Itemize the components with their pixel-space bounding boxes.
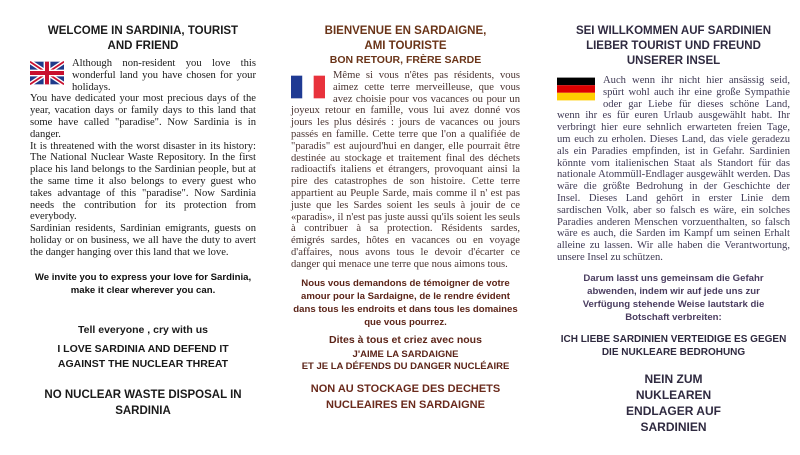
slogan-love: I LOVE SARDINIA AND DEFEND IT AGAINST THE NUCLEAR THREAT (57, 342, 229, 370)
french-column (291, 22, 520, 413)
paragraph: Although non-resident you love this wonderful land you have chosen for your holidays. (72, 58, 256, 93)
paragraph: Même si vous n'êtes pas résidents, vous aimez cette terre merveilleuse, que vous avez choisie pour vos vacances ou pour un joyeux retour en famille, vous lui avez donné vos jours les plus désirés : jours de vacances ou jours passés en famille. Cette terre que l'on a qualifiée de "paradis" est aujourd'hui en danger, elle pourrait être destinée au stockage et traitement final des déchets radioactifs italiens et étrangers, provoquant ainsi la pire des catastrophes de son histoire. Cette terre appartient au Peuple Sarde, mais comme il n' est pas juste que les Sardes soient les seuls à jouir de ce «paradis», il n'est pas juste aussi qu'ils soient les seuls à contribuer à sa protection. Résidents sardes, émigrés sardes, hôtes en vacances ou en voyage d'affaires, nous avons tous le devoir d'écarter ce danger qui menace une terre que nous aimons tous. (291, 70, 520, 270)
english-column (30, 22, 256, 419)
germany-flag-icon (557, 77, 595, 101)
french-title: BIENVENUE EN SARDAIGNE, AMI TOURISTE (324, 25, 487, 52)
france-flag-icon (291, 75, 325, 99)
slogan-defend: ET JE LA DÉFENDS DU DANGER NUCLÉAIRE (301, 360, 510, 372)
paragraph: Sardinian residents, Sardinian emigrants, guests on holiday or on business, we all have the duty to avert the danger hanging over this land that we love. (30, 223, 256, 258)
invite-text: Darum lasst uns gemeinsam die Gefahr abwenden, indem wir auf jede uns zur Verfügung stehende Weise lautstark die Botschaft verbreiten: (582, 272, 765, 323)
paragraph: You have dedicated your most precious days of the year, vacation days or family days to this land that some have called "paradise". Now Sardinia is in danger. (30, 93, 256, 140)
english-title: WELCOME IN SARDINIA, TOURIST AND FRIEND (47, 25, 239, 52)
slogan-no-waste: NON AU STOCKAGE DES DECHETS NUCLEAIRES EN SARDAIGNE (310, 382, 501, 411)
uk-flag-icon (30, 61, 64, 85)
french-subtitle: BON RETOUR, FRÈRE SARDE (329, 54, 482, 66)
paragraph: It is threatened with the worst disaster in its history: The National Nuclear Waste Repository. In the first place his land belongs to the Sardinian people, but at the same time it also belongs to every guest who takes advantage of this "paradise". Now Sardinia needs the contribution for its protection from everybody. (30, 140, 256, 223)
invite-text: We invite you to express your love for Sardinia, make it clear wherever you can. (34, 271, 252, 296)
slogan-no-waste: NEIN ZUM NUKLEAREN ENDLAGER AUF SARDINIEN (626, 371, 721, 434)
invite-text: Nous vous demandons de témoigner de votre amour pour la Sardaigne, de le rendre évident dans tous les endroits et dans tous les domaines que vous pourrez. (293, 277, 518, 328)
tell-text: Tell everyone , cry with us (78, 323, 208, 336)
slogan-love: J'AIME LA SARDAIGNE (352, 348, 459, 360)
slogan-love: ICH LIEBE SARDINIEN VERTEIDIGE ES GEGEN DIE NUKLEARE BEDROHUNG (560, 333, 787, 358)
german-column (557, 22, 790, 435)
slogan-no-waste: NO NUCLEAR WASTE DISPOSAL IN SARDINIA (44, 388, 242, 417)
tell-text: Dites à tous et criez avec nous (329, 333, 482, 346)
paragraph: Auch wenn ihr nicht hier ansässig seid, spürt wohl auch ihr eine große Sympathie oder gar Liebe für dieses schöne Land, wenn ihr es für euren Urlaub ausgewählt habt. Ihr verbringt hier eure sehnlich erwarteten freien Tage, um euch zu erholen. Dieses Land, das viele geradezu als ein Paradies empfinden, ist in Gefahr. Sardinien könnte vom italienischen Staat als Standort für das nationale Atommüll-Endlager ausgewählt werden. Das wäre die größte Bedrohung in der Geschichte der Insel. Dieses Land gehört in erster Linie dem sardischen Volk, aber so falsch es wäre, ein solches Paradies anderen Menschen vorzuenthalten, so falsch wäre es auch, die Sarden im Kampf um seinen Erhalt alleine zu lassen. Wir alle haben die Verantwortung, unsere Insel zu schützen. (557, 75, 790, 263)
german-title: SEI WILLKOMMEN AUF SARDINIEN LIEBER TOURIST UND FREUND UNSERER INSEL (575, 25, 772, 67)
